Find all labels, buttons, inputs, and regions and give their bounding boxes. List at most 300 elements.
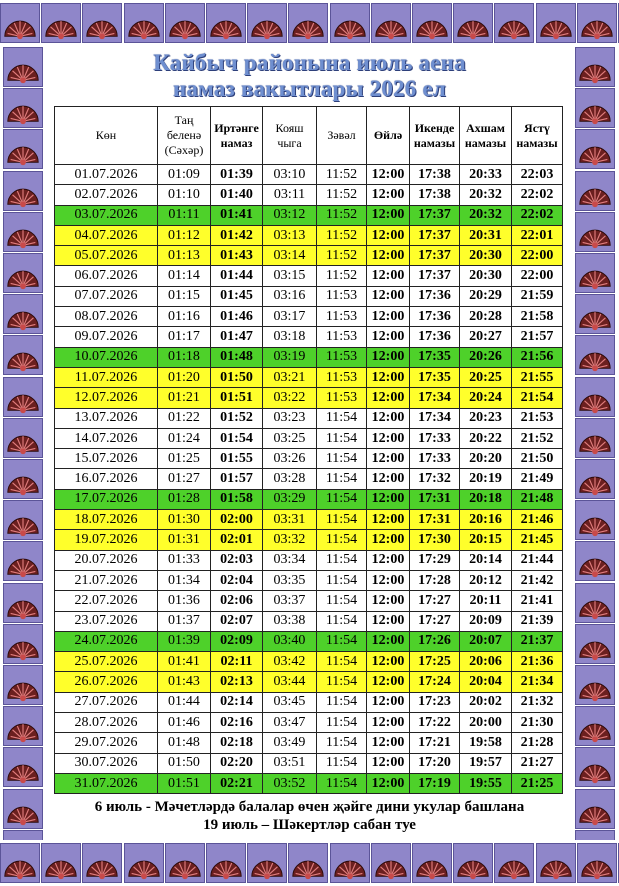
cell-sunrise: 03:42 [263,652,317,672]
fan-flower-icon [575,47,615,87]
cell-dhuhr: 12:00 [367,652,410,672]
cell-asr: 17:34 [410,388,460,408]
cell-dhuhr: 12:00 [367,489,410,509]
page-title-line-2: намаз вакытлары 2026 ел [173,76,446,101]
cell-sunrise: 03:23 [263,408,317,428]
fan-flower-icon [575,171,615,211]
cell-sunrise: 03:11 [263,185,317,205]
cell-morning: 02:13 [211,672,263,692]
cell-morning: 02:03 [211,550,263,570]
fan-flower-icon [330,3,370,43]
table-row [55,286,563,306]
cell-morning: 02:04 [211,570,263,590]
cell-date: 26.07.2026 [55,672,158,692]
cell-morning: 01:46 [211,307,263,327]
cell-asr: 17:35 [410,367,460,387]
cell-zenith: 11:54 [317,449,367,469]
cell-zenith: 11:54 [317,428,367,448]
cell-dhuhr: 12:00 [367,510,410,530]
cell-date: 31.07.2026 [55,773,158,793]
cell-maghrib: 20:09 [460,611,512,631]
cell-morning: 02:14 [211,692,263,712]
cell-date: 17.07.2026 [55,489,158,509]
fan-flower-icon [3,294,43,334]
cell-isha: 21:42 [512,570,563,590]
fan-flower-icon [575,706,615,746]
cell-fajr: 01:25 [158,449,211,469]
cell-maghrib: 19:55 [460,773,512,793]
cell-zenith: 11:54 [317,611,367,631]
cell-isha: 21:28 [512,733,563,753]
cell-date: 11.07.2026 [55,367,158,387]
cell-zenith: 11:54 [317,713,367,733]
cell-date: 06.07.2026 [55,266,158,286]
table-row [55,347,563,367]
cell-fajr: 01:37 [158,611,211,631]
cell-dhuhr: 12:00 [367,550,410,570]
cell-sunrise: 03:29 [263,489,317,509]
cell-isha: 22:02 [512,185,563,205]
cell-date: 05.07.2026 [55,246,158,266]
cell-dhuhr: 12:00 [367,246,410,266]
cell-dhuhr: 12:00 [367,388,410,408]
table-header-row [55,107,563,165]
fan-flower-icon [288,3,328,43]
cell-fajr: 01:43 [158,672,211,692]
cell-dhuhr: 12:00 [367,428,410,448]
cell-zenith: 11:54 [317,510,367,530]
cell-maghrib: 19:58 [460,733,512,753]
cell-asr: 17:36 [410,307,460,327]
cell-maghrib: 20:24 [460,388,512,408]
cell-fajr: 01:18 [158,347,211,367]
cell-morning: 01:48 [211,347,263,367]
cell-sunrise: 03:35 [263,570,317,590]
table-row [55,631,563,651]
cell-fajr: 01:50 [158,753,211,773]
cell-fajr: 01:21 [158,388,211,408]
page-title-line-1: Кайбыч районына июль аена [153,50,466,75]
cell-zenith: 11:53 [317,307,367,327]
fan-flower-icon [575,789,615,829]
cell-fajr: 01:13 [158,246,211,266]
cell-sunrise: 03:14 [263,246,317,266]
cell-sunrise: 03:19 [263,347,317,367]
fan-flower-icon [41,843,81,883]
cell-fajr: 01:09 [158,165,211,185]
cell-fajr: 01:28 [158,489,211,509]
fan-flower-icon [575,88,615,128]
fan-flower-icon [575,665,615,705]
cell-date: 07.07.2026 [55,286,158,306]
cell-maghrib: 20:33 [460,165,512,185]
fan-flower-icon [206,843,246,883]
cell-asr: 17:28 [410,570,460,590]
cell-asr: 17:24 [410,672,460,692]
fan-flower-icon [124,3,164,43]
cell-dhuhr: 12:00 [367,733,410,753]
cell-asr: 17:32 [410,469,460,489]
cell-isha: 21:50 [512,449,563,469]
fan-flower-icon [165,3,205,43]
fan-flower-icon [3,665,43,705]
fan-flower-icon [3,377,43,417]
cell-sunrise: 03:17 [263,307,317,327]
header-sunrise: Кояш чыга [263,107,317,165]
cell-zenith: 11:52 [317,165,367,185]
table-row [55,246,563,266]
cell-dhuhr: 12:00 [367,469,410,489]
fan-flower-icon [3,171,43,211]
fan-flower-icon [575,294,615,334]
cell-zenith: 11:53 [317,327,367,347]
cell-isha: 21:55 [512,367,563,387]
cell-morning: 02:06 [211,591,263,611]
cell-date: 04.07.2026 [55,225,158,245]
cell-fajr: 01:14 [158,266,211,286]
table-row [55,428,563,448]
cell-date: 23.07.2026 [55,611,158,631]
decorative-border-right [572,47,619,840]
table-row [55,510,563,530]
cell-morning: 01:43 [211,246,263,266]
cell-date: 03.07.2026 [55,205,158,225]
cell-dhuhr: 12:00 [367,307,410,327]
cell-morning: 01:41 [211,205,263,225]
fan-flower-icon [575,459,615,499]
cell-asr: 17:27 [410,611,460,631]
cell-date: 13.07.2026 [55,408,158,428]
cell-zenith: 11:52 [317,225,367,245]
note-line-1: 6 июль - Мәчетләрдә балалар өчен җәйге дини укулар башлана [94,799,525,815]
cell-date: 29.07.2026 [55,733,158,753]
cell-fajr: 01:48 [158,733,211,753]
cell-maghrib: 20:00 [460,713,512,733]
cell-fajr: 01:20 [158,367,211,387]
cell-asr: 17:33 [410,428,460,448]
fan-flower-icon [536,3,576,43]
cell-sunrise: 03:25 [263,428,317,448]
fan-flower-icon [0,843,40,883]
cell-morning: 01:39 [211,165,263,185]
cell-zenith: 11:54 [317,672,367,692]
cell-morning: 02:21 [211,773,263,793]
cell-isha: 21:45 [512,530,563,550]
cell-isha: 21:37 [512,631,563,651]
table-row [55,570,563,590]
cell-maghrib: 20:02 [460,692,512,712]
fan-flower-icon [3,500,43,540]
table-row [55,469,563,489]
cell-zenith: 11:54 [317,631,367,651]
cell-dhuhr: 12:00 [367,327,410,347]
cell-dhuhr: 12:00 [367,773,410,793]
cell-sunrise: 03:40 [263,631,317,651]
cell-isha: 21:48 [512,489,563,509]
cell-dhuhr: 12:00 [367,286,410,306]
cell-zenith: 11:54 [317,652,367,672]
cell-morning: 01:54 [211,428,263,448]
cell-isha: 21:32 [512,692,563,712]
fan-flower-icon [3,624,43,664]
cell-sunrise: 03:15 [263,266,317,286]
table-row [55,225,563,245]
fan-flower-icon [82,843,122,883]
cell-morning: 01:40 [211,185,263,205]
cell-date: 21.07.2026 [55,570,158,590]
cell-morning: 01:52 [211,408,263,428]
cell-fajr: 01:41 [158,652,211,672]
cell-zenith: 11:53 [317,388,367,408]
table-row [55,307,563,327]
cell-sunrise: 03:49 [263,733,317,753]
fan-flower-icon [575,583,615,623]
cell-zenith: 11:52 [317,246,367,266]
cell-asr: 17:27 [410,591,460,611]
header-dhuhr: Өйлә [367,107,410,165]
cell-dhuhr: 12:00 [367,367,410,387]
cell-morning: 01:55 [211,449,263,469]
cell-maghrib: 20:16 [460,510,512,530]
cell-maghrib: 20:28 [460,307,512,327]
cell-zenith: 11:54 [317,489,367,509]
cell-date: 01.07.2026 [55,165,158,185]
cell-asr: 17:31 [410,489,460,509]
cell-date: 19.07.2026 [55,530,158,550]
fan-flower-icon [3,583,43,623]
cell-isha: 21:52 [512,428,563,448]
fan-flower-icon [577,3,617,43]
fan-flower-icon [577,843,617,883]
fan-flower-icon [3,253,43,293]
cell-maghrib: 20:07 [460,631,512,651]
cell-date: 28.07.2026 [55,713,158,733]
table-row [55,733,563,753]
cell-dhuhr: 12:00 [367,205,410,225]
fan-flower-icon [575,418,615,458]
cell-maghrib: 20:30 [460,246,512,266]
cell-morning: 02:11 [211,652,263,672]
cell-asr: 17:22 [410,713,460,733]
cell-maghrib: 20:32 [460,185,512,205]
fan-flower-icon [575,335,615,375]
cell-dhuhr: 12:00 [367,185,410,205]
cell-fajr: 01:17 [158,327,211,347]
fan-flower-icon [3,47,43,87]
table-row [55,449,563,469]
cell-asr: 17:37 [410,225,460,245]
header-morning-prayer: Иртәнге намаз [211,107,263,165]
fan-flower-icon [575,129,615,169]
cell-isha: 21:56 [512,347,563,367]
cell-asr: 17:31 [410,510,460,530]
cell-date: 25.07.2026 [55,652,158,672]
table-row [55,185,563,205]
cell-fajr: 01:24 [158,428,211,448]
cell-date: 16.07.2026 [55,469,158,489]
cell-isha: 21:49 [512,469,563,489]
cell-sunrise: 03:52 [263,773,317,793]
fan-flower-icon [3,335,43,375]
table-row [55,753,563,773]
fan-flower-icon [412,3,452,43]
cell-morning: 02:20 [211,753,263,773]
fan-flower-icon [288,843,328,883]
cell-date: 24.07.2026 [55,631,158,651]
table-row [55,773,563,793]
cell-sunrise: 03:21 [263,367,317,387]
table-row [55,489,563,509]
cell-morning: 02:00 [211,510,263,530]
cell-zenith: 11:53 [317,286,367,306]
cell-isha: 22:00 [512,246,563,266]
cell-fajr: 01:39 [158,631,211,651]
fan-flower-icon [3,830,43,840]
cell-sunrise: 03:12 [263,205,317,225]
table-row [55,591,563,611]
cell-zenith: 11:54 [317,733,367,753]
cell-morning: 01:57 [211,469,263,489]
fan-flower-icon [247,3,287,43]
fan-flower-icon [575,377,615,417]
cell-date: 22.07.2026 [55,591,158,611]
fan-flower-icon [3,459,43,499]
cell-dhuhr: 12:00 [367,672,410,692]
cell-maghrib: 20:15 [460,530,512,550]
cell-fajr: 01:30 [158,510,211,530]
fan-flower-icon [371,843,411,883]
cell-dhuhr: 12:00 [367,713,410,733]
table-row [55,611,563,631]
cell-asr: 17:37 [410,266,460,286]
decorative-border-left [0,47,47,840]
fan-flower-icon [453,843,493,883]
cell-morning: 01:58 [211,489,263,509]
cell-maghrib: 20:04 [460,672,512,692]
cell-fajr: 01:22 [158,408,211,428]
cell-dhuhr: 12:00 [367,347,410,367]
cell-isha: 21:57 [512,327,563,347]
cell-maghrib: 20:31 [460,225,512,245]
cell-date: 18.07.2026 [55,510,158,530]
cell-fajr: 01:44 [158,692,211,712]
fan-flower-icon [575,541,615,581]
cell-asr: 17:21 [410,733,460,753]
cell-maghrib: 19:57 [460,753,512,773]
fan-flower-icon [575,830,615,840]
cell-morning: 01:51 [211,388,263,408]
fan-flower-icon [41,3,81,43]
cell-morning: 02:07 [211,611,263,631]
cell-fajr: 01:15 [158,286,211,306]
fan-flower-icon [575,624,615,664]
cell-sunrise: 03:13 [263,225,317,245]
fan-flower-icon [412,843,452,883]
cell-sunrise: 03:22 [263,388,317,408]
cell-asr: 17:37 [410,246,460,266]
cell-maghrib: 20:12 [460,570,512,590]
cell-isha: 21:46 [512,510,563,530]
cell-isha: 21:39 [512,611,563,631]
cell-morning: 02:01 [211,530,263,550]
fan-flower-icon [330,843,370,883]
cell-date: 10.07.2026 [55,347,158,367]
cell-sunrise: 03:32 [263,530,317,550]
table-row [55,672,563,692]
fan-flower-icon [3,747,43,787]
cell-zenith: 11:54 [317,469,367,489]
cell-dhuhr: 12:00 [367,753,410,773]
table-row [55,205,563,225]
cell-asr: 17:34 [410,408,460,428]
header-maghrib: Ахшам намазы [460,107,512,165]
cell-maghrib: 20:30 [460,266,512,286]
fan-flower-icon [3,88,43,128]
cell-asr: 17:36 [410,286,460,306]
cell-asr: 17:37 [410,205,460,225]
cell-sunrise: 03:31 [263,510,317,530]
cell-zenith: 11:54 [317,773,367,793]
cell-asr: 17:38 [410,165,460,185]
cell-zenith: 11:54 [317,753,367,773]
header-date: Көн [55,107,158,165]
fan-flower-icon [494,3,534,43]
cell-maghrib: 20:23 [460,408,512,428]
cell-sunrise: 03:18 [263,327,317,347]
header-asr: Икенде намазы [410,107,460,165]
cell-zenith: 11:54 [317,570,367,590]
cell-dhuhr: 12:00 [367,530,410,550]
cell-fajr: 01:33 [158,550,211,570]
cell-sunrise: 03:37 [263,591,317,611]
cell-fajr: 01:46 [158,713,211,733]
cell-isha: 21:59 [512,286,563,306]
header-isha: Ястү намазы [512,107,563,165]
cell-maghrib: 20:14 [460,550,512,570]
fan-flower-icon [575,500,615,540]
cell-fajr: 01:12 [158,225,211,245]
cell-sunrise: 03:51 [263,753,317,773]
cell-isha: 22:00 [512,266,563,286]
cell-sunrise: 03:38 [263,611,317,631]
fan-flower-icon [3,212,43,252]
cell-dhuhr: 12:00 [367,165,410,185]
fan-flower-icon [206,3,246,43]
header-zenith: Зәвәл [317,107,367,165]
fan-flower-icon [0,3,40,43]
cell-zenith: 11:52 [317,185,367,205]
cell-asr: 17:36 [410,327,460,347]
fan-flower-icon [3,541,43,581]
cell-date: 09.07.2026 [55,327,158,347]
fan-flower-icon [124,843,164,883]
table-row [55,165,563,185]
fan-flower-icon [575,747,615,787]
cell-isha: 22:03 [512,165,563,185]
cell-maghrib: 20:25 [460,367,512,387]
fan-flower-icon [165,843,205,883]
fan-flower-icon [3,789,43,829]
cell-zenith: 11:54 [317,692,367,712]
cell-asr: 17:25 [410,652,460,672]
cell-maghrib: 20:18 [460,489,512,509]
cell-fajr: 01:27 [158,469,211,489]
cell-dhuhr: 12:00 [367,611,410,631]
cell-dhuhr: 12:00 [367,692,410,712]
cell-isha: 21:30 [512,713,563,733]
fan-flower-icon [247,843,287,883]
cell-zenith: 11:53 [317,347,367,367]
